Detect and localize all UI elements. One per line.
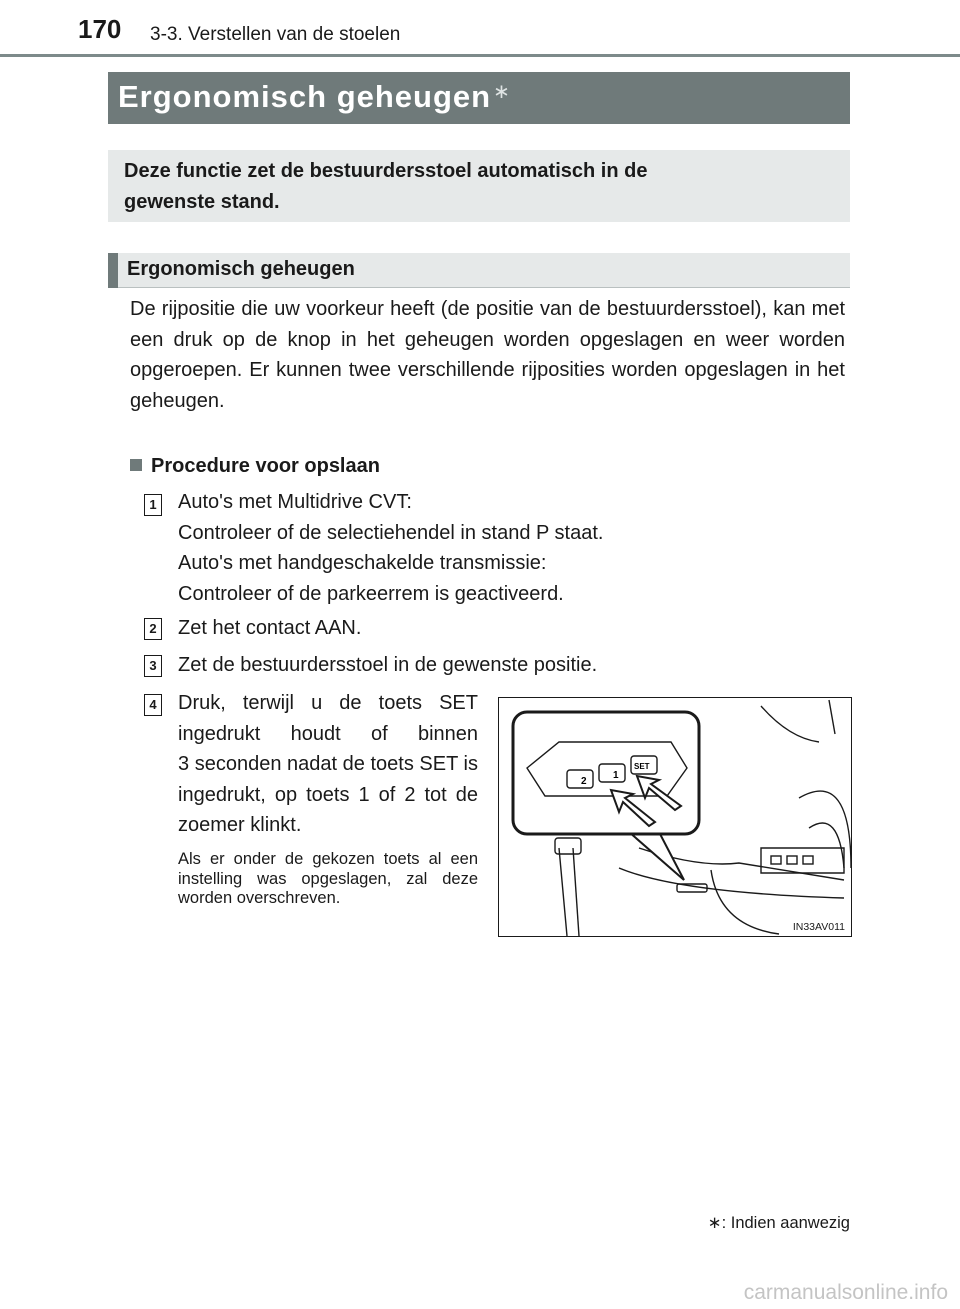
step-number: 4 bbox=[144, 694, 162, 716]
step-line: Controleer of de parkeerrem is geactiveerd. bbox=[178, 582, 564, 605]
seatbelt bbox=[559, 848, 567, 936]
body-paragraph: De rijpositie die uw voorkeur heeft (de positie van de bestuurdersstoel), kan met een druk op de knop in het geheugen worden opgeslagen en weer worden opgeroepen. Er kunnen twee verschillende rijposities worden opgeslagen in het geheugen. bbox=[130, 298, 845, 412]
intro-box bbox=[108, 150, 850, 222]
step-text: Druk, terwijl u de toets SET ingedrukt houdt of binnen 3 seconden nadat de toets SET is ingedrukt, op toets 1 of 2 tot de zoemer klinkt. bbox=[178, 692, 478, 836]
watermark: carmanualsonline.info bbox=[743, 1281, 948, 1304]
procedure-heading bbox=[130, 455, 380, 478]
step-number: 1 bbox=[144, 494, 162, 516]
illustration-figure bbox=[498, 697, 852, 937]
page-number: 170 bbox=[78, 14, 122, 44]
step-line: Controleer of de selectiehendel in stand P staat. bbox=[178, 521, 604, 544]
callout-box bbox=[513, 712, 699, 834]
step-line: Auto's met handgeschakelde transmissie: bbox=[178, 552, 547, 574]
callout-pointer bbox=[629, 832, 684, 880]
step-text: Zet het contact AAN. bbox=[178, 617, 362, 639]
dashboard-edge bbox=[829, 700, 835, 734]
step-number: 2 bbox=[144, 618, 162, 640]
page-title bbox=[118, 79, 511, 115]
intro-text: Deze functie zet de bestuurdersstoel automatisch in de gewenste stand. bbox=[124, 160, 648, 213]
page-title-text: Ergonomisch geheugen bbox=[118, 79, 492, 114]
subheading-accent bbox=[108, 253, 118, 288]
button-label: 2 bbox=[581, 776, 587, 787]
figure-code: IN33AV011 bbox=[792, 921, 845, 933]
button-label: 1 bbox=[613, 770, 619, 781]
subheading-bar bbox=[108, 253, 850, 288]
footnote-text: : Indien aanwezig bbox=[721, 1214, 850, 1232]
step-text: Zet de bestuurdersstoel in de gewenste positie. bbox=[178, 654, 598, 676]
step-line: Auto's met Multidrive CVT: bbox=[178, 491, 412, 513]
step-text bbox=[178, 487, 603, 609]
footnote bbox=[708, 1213, 850, 1233]
title-asterisk: ∗ bbox=[493, 81, 511, 103]
window-switch bbox=[771, 856, 781, 864]
section-label: 3-3. Verstellen van de stoelen bbox=[150, 24, 401, 45]
dashboard-curve bbox=[761, 706, 819, 742]
subheading-label: Ergonomisch geheugen bbox=[127, 258, 355, 280]
seatbelt-edge bbox=[573, 848, 579, 936]
step-number: 3 bbox=[144, 655, 162, 677]
title-bar bbox=[108, 72, 850, 124]
seat-memory-illustration bbox=[499, 698, 851, 936]
header-rule bbox=[0, 54, 960, 57]
window-switch bbox=[787, 856, 797, 864]
button-label: SET bbox=[634, 762, 650, 771]
window-switch bbox=[803, 856, 813, 864]
pocket bbox=[711, 870, 779, 934]
square-bullet-icon bbox=[130, 459, 142, 471]
procedure-heading-text: Procedure voor opslaan bbox=[151, 455, 380, 477]
footnote-asterisk: ∗ bbox=[707, 1214, 722, 1232]
step-note: Als er onder de gekozen toets al een instelling was opgeslagen, zal deze worden overschreven. bbox=[178, 850, 478, 907]
steering-wheel-inner bbox=[809, 823, 844, 868]
